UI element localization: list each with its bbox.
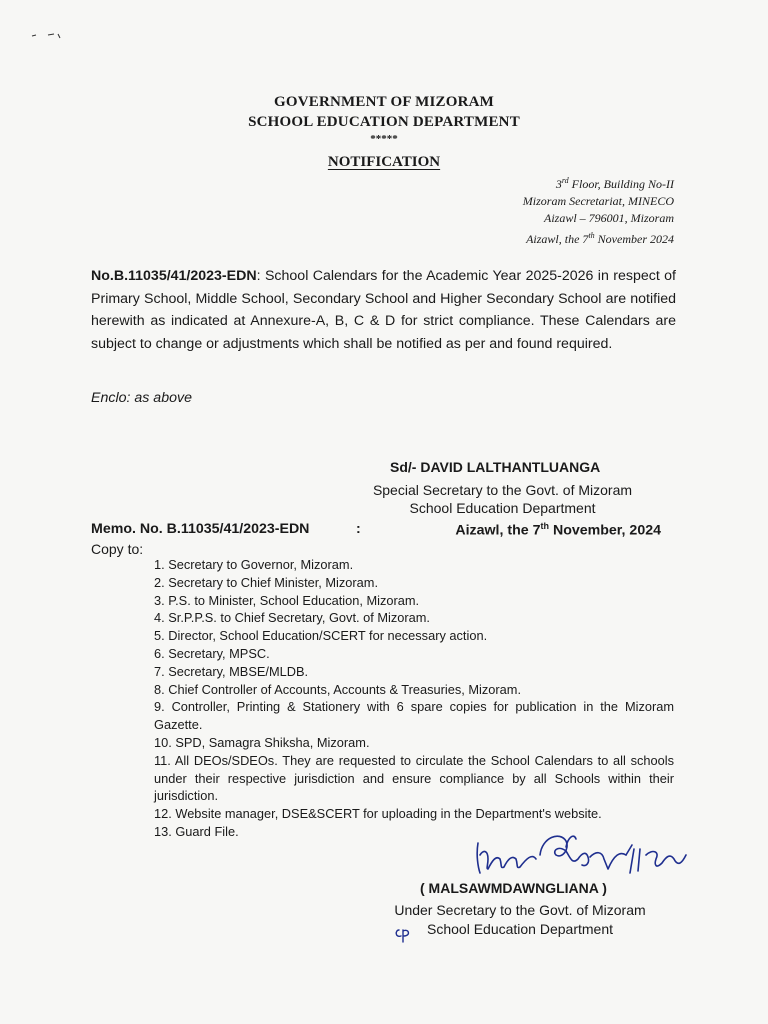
list-item: 13. Guard File. [154,823,239,839]
handwritten-cp-mark [393,922,417,944]
list-item: 6. Secretary, MPSC. [154,645,270,661]
reference-number: No.B.11035/41/2023-EDN [91,268,257,284]
address-line-2: Mizoram Secretariat, MINECO [522,194,674,208]
body-text: : School Calendars for the Academic Year 2025-2026 in respect of Primary School, Middle School, Secondary School and Higher Secondary School are notified herewith as indicated at Annexure-A, B, C & D for strict compliance. These Calendars are subject to change or adjustments which shall be notified as per and found required. [91,268,676,352]
header-stars: ***** [370,133,398,145]
handwritten-signature [470,825,700,885]
list-item: 3. P.S. to Minister, School Education, Mizoram. [154,592,420,608]
list-item: 2. Secretary to Chief Minister, Mizoram. [154,574,379,590]
address-line-1: 3rd Floor, Building No-II [555,176,674,191]
signatory-1-designation: Special Secretary to the Govt. of Mizoram [372,482,633,498]
list-item: 11. All DEOs/SDEOs. They are requested to circulate the School Calendars to all schools under their respective jurisdiction and ensure compliance by all Schools within their jurisdiction. [154,752,674,804]
memo-date: Aizawl, the 7th November, 2024 [455,521,661,539]
list-item: 12. Website manager, DSE&SCERT for uploading in the Department's website. [154,806,602,822]
signatory-2-name: ( MALSAWMDAWNGLIANA ) [420,880,607,896]
list-item: 10. SPD, Samagra Shiksha, Mizoram. [154,734,370,750]
list-item: 4. Sr.P.P.S. to Chief Secretary, Govt. of Mizoram. [154,610,430,626]
signatory-2-department: School Education Department [427,921,613,937]
enclosure-note: Enclo: as above [91,390,192,406]
notification-body [91,265,676,355]
office-address [523,172,674,248]
signatory-2-designation: Under Secretary to the Govt. of Mizoram [394,902,646,918]
copy-to-label: Copy to: [91,541,144,557]
list-item: 7. Secretary, MBSE/MLDB. [154,663,309,679]
list-item: 1. Secretary to Governor, Mizoram. [154,557,354,572]
memo-colon: : [356,521,361,537]
signatory-1-name: Sd/- DAVID LALTHANTLUANGA [390,459,601,475]
header-department: SCHOOL EDUCATION DEPARTMENT [248,114,520,130]
signatory-1-department: School Education Department [409,500,596,516]
notification-title: NOTIFICATION [327,154,441,170]
list-item: 5. Director, School Education/SCERT for necessary action. [154,628,488,644]
memo-number: Memo. No. B.11035/41/2023-EDN [91,521,310,537]
address-date: Aizawl, the 7th November 2024 [526,231,674,246]
header-government: GOVERNMENT OF MIZORAM [273,94,495,110]
scribble-mark [30,28,80,40]
list-item: 9. Controller, Printing & Stationery with 6 spare copies for publication in the Mizoram Gazette. [154,699,674,733]
list-item: 8. Chief Controller of Accounts, Accounts & Treasuries, Mizoram. [154,681,521,697]
address-line-3: Aizawl – 796001, Mizoram [543,211,674,225]
copy-list [154,556,674,841]
notification-title-wrap [0,153,768,171]
